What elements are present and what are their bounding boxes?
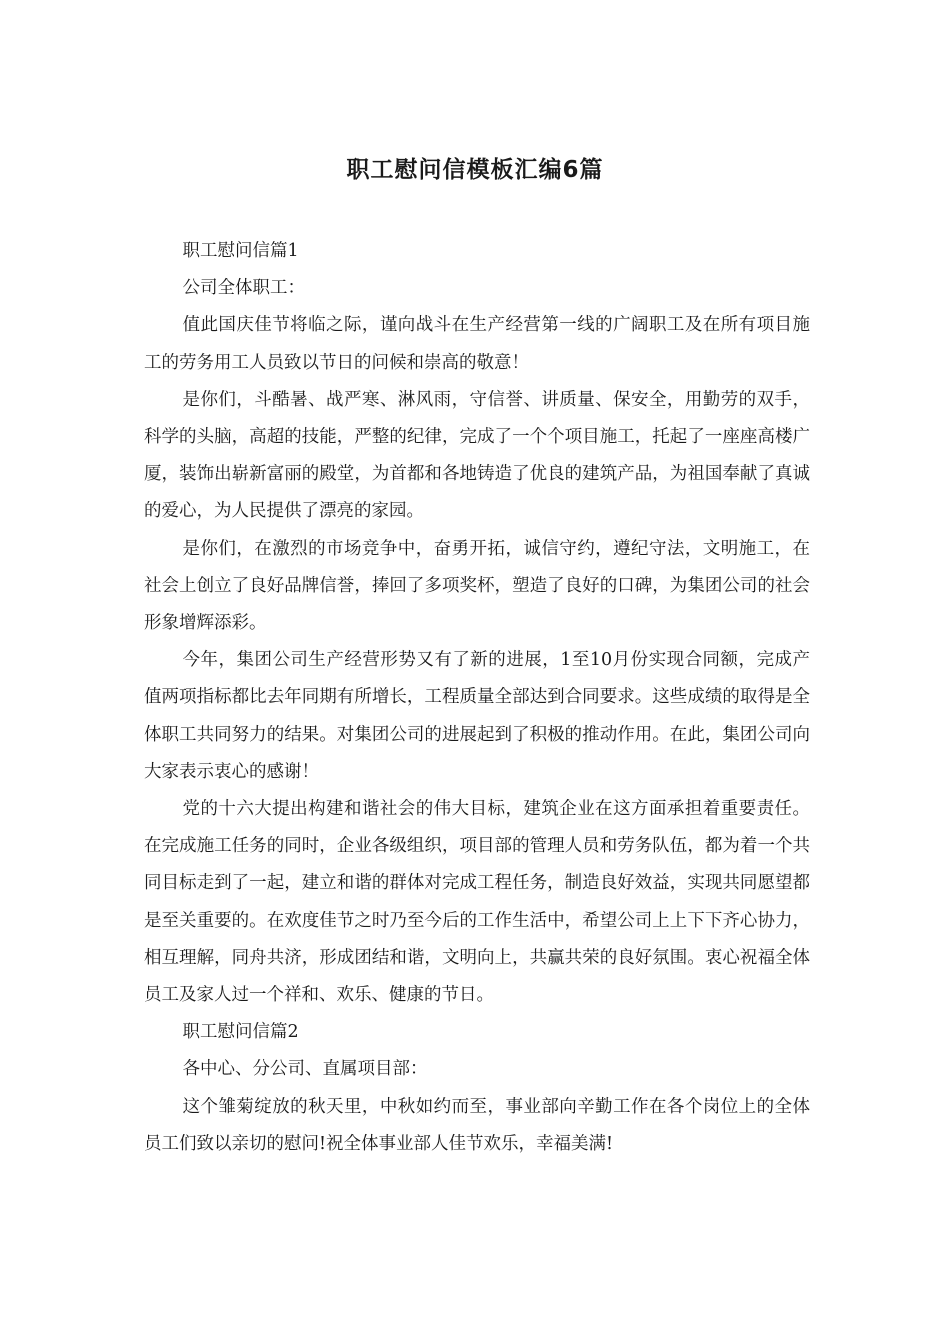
body-paragraph: 值此国庆佳节将临之际，谨向战斗在生产经营第一线的广阔职工及在所有项目施工的劳务用工人员致以节日的问候和崇高的敬意！ bbox=[144, 315, 810, 373]
document-title: 职工慰问信模板汇编6篇 bbox=[346, 157, 604, 183]
section-heading: 职工慰问信篇1 bbox=[182, 241, 299, 261]
salutation: 公司全体职工： bbox=[182, 278, 305, 299]
body-paragraph: 是你们，斗酷暑、战严寒、淋风雨，守信誉、讲质量、保安全，用勤劳的双手，科学的头脑，高超的技能，严整的纪律，完成了一个个项目施工，托起了一座座高楼广厦，装饰出崭新富丽的殿堂，为首都和各地铸造了优良的建筑产品，为祖国奉献了真诚的爱心，为人民提供了漂亮的家园。 bbox=[144, 389, 810, 522]
section-heading: 职工慰问信篇2 bbox=[182, 1022, 299, 1043]
document-body bbox=[144, 233, 810, 1163]
salutation: 各中心、分公司、直属项目部： bbox=[182, 1059, 428, 1080]
body-paragraph: 党的十六大提出构建和谐社会的伟大目标，建筑企业在这方面承担着重要责任。在完成施工任务的同时，企业各级组织，项目部的管理人员和劳务队伍，都为着一个共同目标走到了一起，建立和谐的群体对完成工程任务，制造良好效益，实现共同愿望都是至关重要的。在欢度佳节之时乃至今后的工作生活中，希望公司上上下下齐心协力，相互理解，同舟共济，形成团结和谐，文明向上，共赢共荣的良好氛围。衷心祝福全体员工及家人过一个祥和、欢乐、健康的节日。 bbox=[144, 799, 810, 1006]
body-paragraph: 这个雏菊绽放的秋天里，中秋如约而至，事业部向辛勤工作在各个岗位上的全体员工们致以亲切的慰问!祝全体事业部人佳节欢乐，幸福美满! bbox=[144, 1096, 810, 1154]
body-paragraph: 今年，集团公司生产经营形势又有了新的进展，1至10月份实现合同额，完成产值两项指标都比去年同期有所增长，工程质量全部达到合同要求。这些成绩的取得是全体职工共同努力的结果。对集团公司的进展起到了积极的推动作用。在此，集团公司向大家表示衷心的感谢！ bbox=[144, 650, 810, 782]
body-paragraph: 是你们，在激烈的市场竞争中，奋勇开拓，诚信守约，遵纪守法，文明施工，在社会上创立了良好品牌信誉，捧回了多项奖杯，塑造了良好的口碑，为集团公司的社会形象增辉添彩。 bbox=[144, 538, 810, 634]
